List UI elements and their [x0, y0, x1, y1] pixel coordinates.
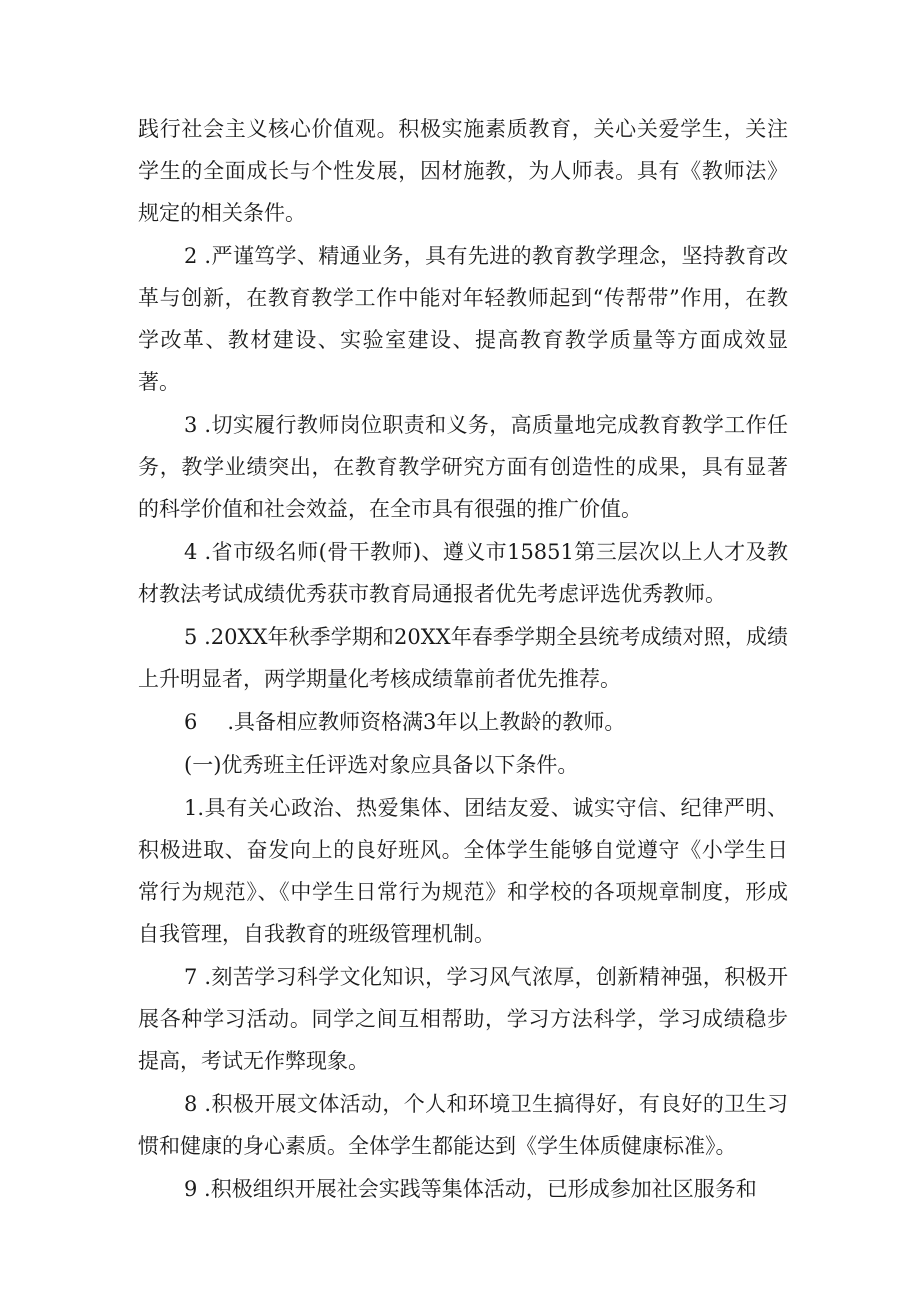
paragraph-item-2: 2 .严谨笃学、精通业务，具有先进的教育教学理念，坚持教育改革与创新，在教育教学工作中能对年轻教师起到“传帮带”作用，在教学改革、教材建设、实验室建设、提高教育教学质量等方面成效显著。	[138, 244, 788, 394]
section-heading-outstanding-teacher: (一)优秀班主任评选对象应具备以下条件。	[184, 753, 579, 777]
paragraph-item-8: 8 .积极开展文体活动，个人和环境卫生搞得好，有良好的卫生习惯和健康的身心素质。全体学生都能达到《学生体质健康标准》。	[138, 1092, 788, 1158]
paragraph-item-5: 5 .20XX年秋季学期和20XX年春季学期全县统考成绩对照，成绩上升明显者，两学期量化考核成绩靠前者优先推荐。	[138, 625, 788, 691]
paragraph-item-6-number: 6	[184, 710, 198, 734]
paragraph-item-3: 3 .切实履行教师岗位职责和义务，高质量地完成教育教学工作任务，教学业绩突出，在教育教学研究方面有创造性的成果，具有显著的科学价值和社会效益，在全市具有很强的推广价值。	[138, 413, 788, 521]
paragraph-item-4: 4 .省市级名师(骨干教师)、遵义市15851第三层次以上人才及教材教法考试成绩优秀获市教育局通报者优先考虑评选优秀教师。	[138, 540, 788, 606]
paragraph-item-6-text: .具备相应教师资格满3年以上教龄的教师。	[227, 710, 626, 734]
paragraph-item-6	[138, 701, 788, 743]
document-body	[138, 108, 788, 1211]
paragraph-item-7: 7 .刻苦学习科学文化知识，学习风气浓厚，创新精神强，积极开展各种学习活动。同学之间互相帮助，学习方法科学，学习成绩稳步提高，考试无作弊现象。	[138, 965, 788, 1073]
paragraph-intro: 践行社会主义核心价值观。积极实施素质教育，关心关爱学生，关注学生的全面成长与个性发展，因材施教，为人师表。具有《教师法》规定的相关条件。	[138, 117, 788, 225]
paragraph-condition-1: 1.具有关心政治、热爱集体、团结友爱、诚实守信、纪律严明、积极进取、奋发向上的良好班风。全体学生能够自觉遵守《小学生日常行为规范》、《中学生日常行为规范》和学校的各项规章制度，形成自我管理，自我教育的班级管理机制。	[138, 796, 788, 946]
paragraph-item-9: 9 .积极组织开展社会实践等集体活动，已形成参加社区服务和	[184, 1177, 757, 1201]
